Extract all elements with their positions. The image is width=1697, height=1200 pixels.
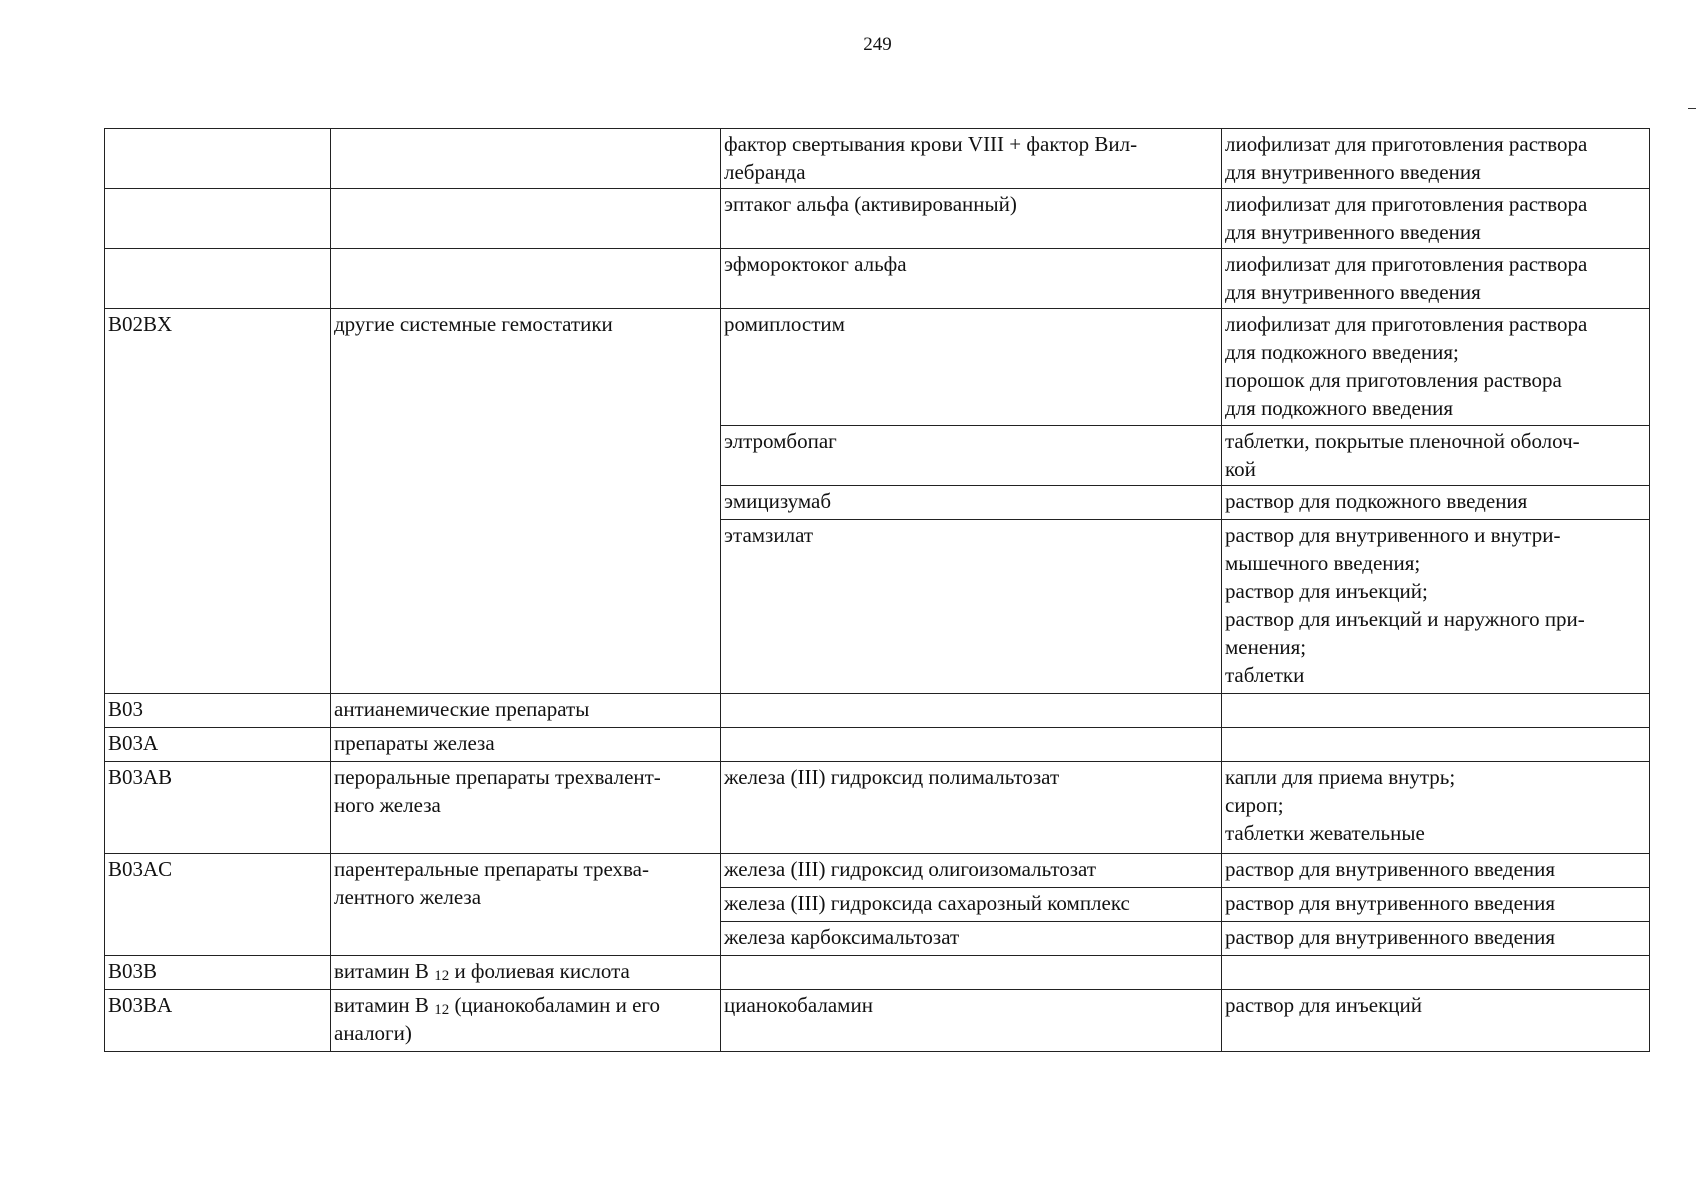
atc-code-cell <box>105 249 331 309</box>
atc-code-cell: B03A <box>105 728 331 762</box>
inn-cell: элтромбопаг <box>721 426 1222 486</box>
table-row <box>105 990 1650 1052</box>
atc-code-cell: B03 <box>105 694 331 728</box>
table-row <box>105 189 1650 249</box>
inn-cell: железа карбоксимальтозат <box>721 922 1222 956</box>
atc-group-cell: другие системные гемостатики <box>331 309 721 694</box>
atc-group-cell: парентеральные препараты трехва- лентного железа <box>331 854 721 956</box>
atc-group-cell <box>331 189 721 249</box>
table-row <box>105 854 1650 888</box>
atc-code-cell: B03AB <box>105 762 331 854</box>
atc-group-cell: антианемические препараты <box>331 694 721 728</box>
inn-cell <box>721 728 1222 762</box>
inn-cell: эптаког альфа (активированный) <box>721 189 1222 249</box>
inn-cell: железа (III) гидроксида сахарозный комплекс <box>721 888 1222 922</box>
dosage-form-cell <box>1222 956 1650 990</box>
inn-cell: этамзилат <box>721 520 1222 694</box>
table-row <box>105 309 1650 426</box>
inn-cell: цианокобаламин <box>721 990 1222 1052</box>
atc-group-cell: витамин В $_{12}$ и фолиевая кислота <box>331 956 721 990</box>
dosage-form-cell: капли для приема внутрь; сироп; таблетки жевательные <box>1222 762 1650 854</box>
dosage-form-cell: лиофилизат для приготовления раствора для внутривенного введения <box>1222 189 1650 249</box>
table-row <box>105 694 1650 728</box>
dosage-form-cell: лиофилизат для приготовления раствора для внутривенного введения <box>1222 249 1650 309</box>
dosage-form-cell: раствор для подкожного введения <box>1222 486 1650 520</box>
table-row <box>105 956 1650 990</box>
dosage-form-cell: раствор для внутривенного введения <box>1222 922 1650 956</box>
dosage-form-cell <box>1222 694 1650 728</box>
dosage-form-cell: лиофилизат для приготовления раствора для внутривенного введения <box>1222 129 1650 189</box>
page-number: 249 <box>863 34 892 55</box>
inn-cell: ромиплостим <box>721 309 1222 426</box>
atc-code-cell: B03BA <box>105 990 331 1052</box>
inn-cell <box>721 956 1222 990</box>
table-row <box>105 249 1650 309</box>
dosage-form-cell: раствор для внутривенного введения <box>1222 888 1650 922</box>
dosage-form-cell: раствор для внутривенного введения <box>1222 854 1650 888</box>
dosage-form-cell: раствор для внутривенного и внутри- мышечного введения; раствор для инъекций; раствор для инъекций и наружного при- менения; таблетки <box>1222 520 1650 694</box>
inn-cell: эфмороктоког альфа <box>721 249 1222 309</box>
dosage-form-cell: лиофилизат для приготовления раствора для подкожного введения; порошок для приготовления раствора для подкожного введения <box>1222 309 1650 426</box>
inn-cell: железа (III) гидроксид полимальтозат <box>721 762 1222 854</box>
atc-group-cell: пероральные препараты трехвалент- ного железа <box>331 762 721 854</box>
atc-group-cell: витамин В $_{12}$ (цианокобаламин и его аналоги) <box>331 990 721 1052</box>
drug-table <box>104 128 1650 1052</box>
edge-mark <box>1688 108 1696 109</box>
inn-cell: эмицизумаб <box>721 486 1222 520</box>
atc-group-cell <box>331 249 721 309</box>
atc-group-cell: препараты железа <box>331 728 721 762</box>
dosage-form-cell <box>1222 728 1650 762</box>
atc-code-cell: B03AC <box>105 854 331 956</box>
atc-code-cell: B02BX <box>105 309 331 694</box>
dosage-form-cell: таблетки, покрытые пленочной оболоч- кой <box>1222 426 1650 486</box>
table-row <box>105 762 1650 854</box>
atc-group-cell <box>331 129 721 189</box>
dosage-form-cell: раствор для инъекций <box>1222 990 1650 1052</box>
inn-cell: железа (III) гидроксид олигоизомальтозат <box>721 854 1222 888</box>
atc-code-cell <box>105 129 331 189</box>
atc-code-cell <box>105 189 331 249</box>
inn-cell: фактор свертывания крови VIII + фактор Вил- лебранда <box>721 129 1222 189</box>
atc-code-cell: B03B <box>105 956 331 990</box>
inn-cell <box>721 694 1222 728</box>
table-row <box>105 728 1650 762</box>
table-row <box>105 129 1650 189</box>
